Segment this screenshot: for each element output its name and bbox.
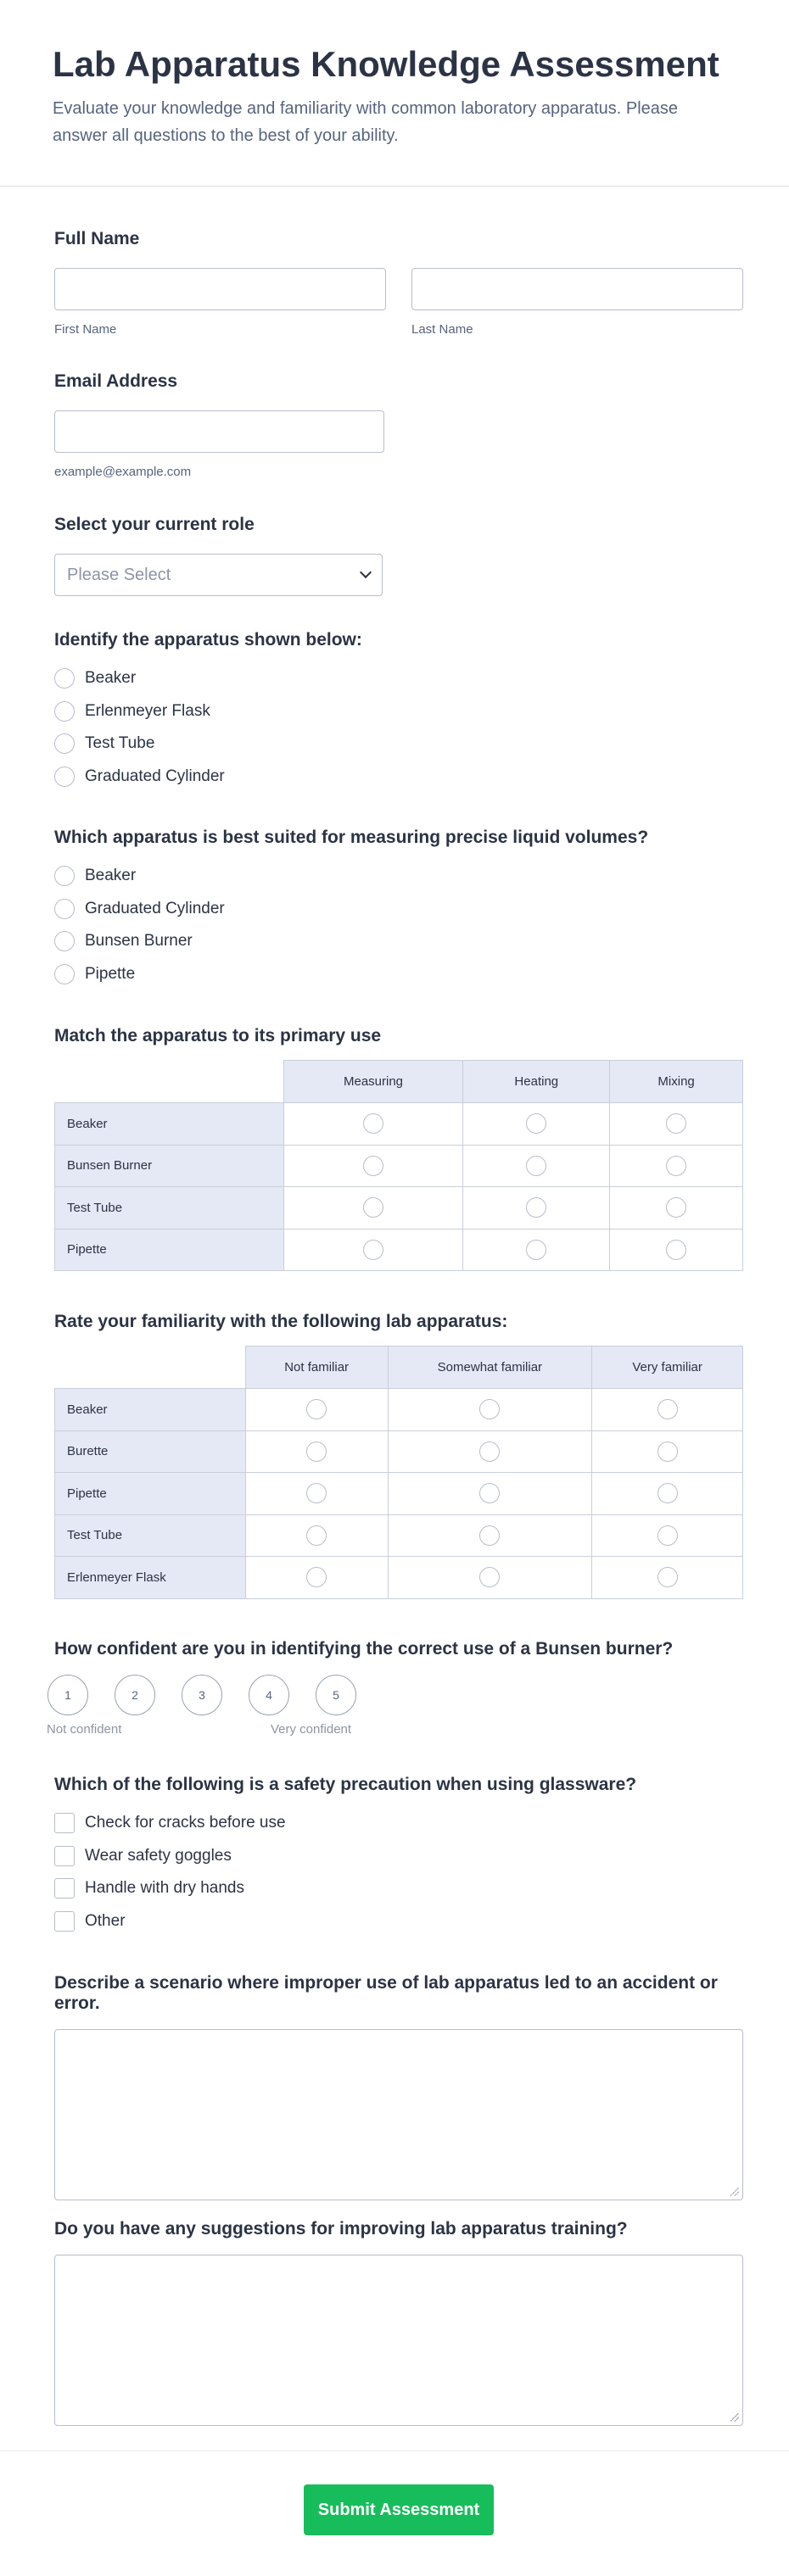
- last-name-sublabel: Last Name: [411, 322, 473, 337]
- checkbox[interactable]: [54, 1878, 75, 1899]
- submit-button[interactable]: Submit Assessment: [304, 2484, 494, 2535]
- matrix-cell: [283, 1187, 463, 1229]
- matrix-radio-button[interactable]: [479, 1567, 500, 1587]
- matrix-cell: [388, 1430, 592, 1473]
- radio-option[interactable]: [54, 958, 743, 991]
- matrix-cell: [245, 1557, 388, 1599]
- confidence-low-label: Not confident: [47, 1722, 122, 1737]
- matrix-cell: [592, 1557, 743, 1599]
- option-label: Graduated Cylinder: [85, 899, 225, 917]
- checkbox-option[interactable]: [54, 1807, 743, 1840]
- matrix-header-row: [55, 1347, 743, 1389]
- matrix-cell: [245, 1430, 388, 1473]
- matrix-radio-button[interactable]: [363, 1156, 383, 1176]
- identify-question: [54, 630, 743, 793]
- role-select[interactable]: [54, 554, 383, 596]
- form-footer: [0, 2451, 789, 2576]
- matrix-row: [55, 1430, 743, 1473]
- checkbox-option[interactable]: [54, 1905, 743, 1938]
- identify-label: Identify the apparatus shown below:: [54, 630, 362, 650]
- matrix-cell: [463, 1187, 610, 1229]
- matrix-cell: [610, 1145, 743, 1187]
- matrix-radio-button[interactable]: [306, 1399, 327, 1419]
- matrix-row: [55, 1557, 743, 1599]
- checkbox[interactable]: [54, 1813, 75, 1833]
- matrix-column-header: Measuring: [283, 1061, 463, 1103]
- matrix-row-label: Pipette: [55, 1229, 284, 1271]
- first-name-input[interactable]: [54, 268, 386, 310]
- email-label: Email Address: [54, 371, 178, 391]
- option-label: Erlenmeyer Flask: [85, 701, 210, 720]
- matrix-row-label: Pipette: [55, 1473, 246, 1515]
- matrix-cell: [283, 1229, 463, 1271]
- radio-button[interactable]: [54, 964, 75, 984]
- option-label: Handle with dry hands: [85, 1879, 244, 1898]
- confidence-scale-labels: [47, 1722, 743, 1742]
- suggestions-label: Do you have any suggestions for improving lab apparatus training?: [54, 2219, 628, 2239]
- matrix-column-header: Mixing: [610, 1061, 743, 1103]
- matrix-radio-button[interactable]: [658, 1483, 678, 1503]
- matrix-radio-button[interactable]: [526, 1197, 546, 1218]
- radio-button[interactable]: [54, 668, 75, 689]
- option-label: Check for cracks before use: [85, 1814, 286, 1832]
- matrix-column-header: Somewhat familiar: [388, 1347, 592, 1389]
- role-field: [54, 515, 743, 596]
- option-label: Beaker: [85, 867, 137, 885]
- confidence-scale: [48, 1675, 743, 1715]
- matrix-radio-button[interactable]: [526, 1156, 546, 1176]
- measure-question: [54, 828, 743, 990]
- radio-option[interactable]: [54, 728, 743, 761]
- form-title: Lab Apparatus Knowledge Assessment: [53, 44, 719, 84]
- email-input[interactable]: [54, 410, 384, 453]
- scale-option[interactable]: 4: [249, 1675, 289, 1715]
- matrix-row-label: Test Tube: [55, 1514, 246, 1557]
- radio-button[interactable]: [54, 866, 75, 886]
- last-name-input[interactable]: [411, 268, 743, 310]
- matrix-row: [55, 1103, 743, 1146]
- matrix-radio-button[interactable]: [666, 1113, 686, 1134]
- radio-button[interactable]: [54, 701, 75, 722]
- matrix-radio-button[interactable]: [306, 1483, 327, 1503]
- matrix-cell: [592, 1389, 743, 1431]
- form-description: Evaluate your knowledge and familiarity with common laboratory apparatus. Please answer all questions to the best of your ability.: [53, 99, 679, 145]
- scenario-label: Describe a scenario where improper use of lab apparatus led to an accident or error.: [54, 1973, 718, 2013]
- matrix-corner: [55, 1061, 284, 1103]
- matrix-radio-button[interactable]: [658, 1525, 678, 1546]
- role-select-placeholder: Please Select: [67, 565, 171, 584]
- confidence-question: [47, 1639, 743, 1742]
- option-label: Wear safety goggles: [85, 1846, 232, 1865]
- safety-question: [54, 1775, 743, 1938]
- form-body: [0, 187, 789, 2451]
- resize-handle-icon[interactable]: [730, 2188, 739, 2196]
- matrix-radio-button[interactable]: [666, 1156, 686, 1176]
- option-label: Test Tube: [85, 734, 155, 753]
- matrix-cell: [463, 1145, 610, 1187]
- matrix-cell: [610, 1229, 743, 1271]
- matrix-cell: [245, 1389, 388, 1431]
- match-matrix: [54, 1060, 743, 1271]
- option-label: Graduated Cylinder: [85, 767, 225, 785]
- email-field: [54, 371, 743, 479]
- matrix-row: [55, 1229, 743, 1271]
- matrix-cell: [592, 1430, 743, 1473]
- matrix-cell: [610, 1187, 743, 1229]
- matrix-cell: [388, 1389, 592, 1431]
- checkbox[interactable]: [54, 1911, 75, 1932]
- matrix-radio-button[interactable]: [526, 1240, 546, 1260]
- matrix-row: [55, 1389, 743, 1431]
- radio-button[interactable]: [54, 931, 75, 951]
- matrix-corner: [55, 1347, 246, 1389]
- matrix-radio-button[interactable]: [306, 1567, 327, 1587]
- matrix-cell: [283, 1145, 463, 1187]
- role-label: Select your current role: [54, 515, 255, 534]
- matrix-radio-button[interactable]: [479, 1525, 500, 1546]
- confidence-label: How confident are you in identifying the correct use of a Bunsen burner?: [54, 1639, 674, 1659]
- scale-option[interactable]: 5: [316, 1675, 356, 1715]
- safety-label: Which of the following is a safety precaution when using glassware?: [54, 1775, 637, 1794]
- suggestions-textarea[interactable]: [54, 2255, 743, 2426]
- matrix-radio-button[interactable]: [666, 1240, 686, 1260]
- matrix-cell: [592, 1514, 743, 1557]
- matrix-radio-button[interactable]: [658, 1567, 678, 1587]
- option-label: Beaker: [85, 669, 137, 688]
- matrix-radio-button[interactable]: [306, 1441, 327, 1462]
- option-label: Pipette: [85, 964, 136, 983]
- matrix-column-header: Heating: [463, 1061, 610, 1103]
- full-name-field: [54, 229, 743, 337]
- radio-button[interactable]: [54, 767, 75, 787]
- chevron-down-icon: [360, 566, 372, 578]
- matrix-row: [55, 1145, 743, 1187]
- safety-options: [54, 1807, 743, 1938]
- first-name-sublabel: First Name: [54, 322, 117, 337]
- matrix-radio-button[interactable]: [666, 1197, 686, 1218]
- radio-option[interactable]: [54, 695, 743, 728]
- matrix-radio-button[interactable]: [658, 1399, 678, 1419]
- matrix-cell: [463, 1103, 610, 1146]
- matrix-radio-button[interactable]: [479, 1483, 500, 1503]
- matrix-radio-button[interactable]: [363, 1240, 383, 1260]
- matrix-column-header: Not familiar: [245, 1347, 388, 1389]
- radio-button[interactable]: [54, 733, 75, 754]
- scenario-textarea[interactable]: [54, 2029, 743, 2200]
- resize-handle-icon[interactable]: [730, 2413, 739, 2422]
- matrix-row-label: Beaker: [55, 1389, 246, 1431]
- form-header: [0, 0, 789, 187]
- matrix-row-label: Test Tube: [55, 1187, 284, 1229]
- familiarity-label: Rate your familiarity with the following lab apparatus:: [54, 1312, 508, 1331]
- option-label: Other: [85, 1911, 126, 1930]
- matrix-column-header: Very familiar: [592, 1347, 743, 1389]
- email-sublabel: example@example.com: [54, 465, 192, 479]
- checkbox[interactable]: [54, 1846, 75, 1866]
- matrix-cell: [283, 1103, 463, 1146]
- matrix-row-label: Burette: [55, 1430, 246, 1473]
- matrix-radio-button[interactable]: [658, 1441, 678, 1462]
- familiarity-question: [54, 1312, 743, 1599]
- radio-option[interactable]: [54, 925, 743, 958]
- matrix-radio-button[interactable]: [526, 1113, 546, 1134]
- matrix-radio-button[interactable]: [363, 1197, 383, 1218]
- measure-label: Which apparatus is best suited for measuring precise liquid volumes?: [54, 828, 649, 847]
- familiarity-matrix: [54, 1346, 743, 1599]
- matrix-radio-button[interactable]: [479, 1399, 500, 1419]
- matrix-row-label: Bunsen Burner: [55, 1145, 284, 1187]
- confidence-high-label: Very confident: [271, 1722, 352, 1737]
- radio-option[interactable]: [54, 893, 743, 926]
- matrix-row-label: Beaker: [55, 1103, 284, 1146]
- matrix-cell: [592, 1473, 743, 1515]
- matrix-cell: [245, 1473, 388, 1515]
- matrix-row-label: Erlenmeyer Flask: [55, 1557, 246, 1599]
- full-name-label: Full Name: [54, 229, 140, 248]
- radio-option[interactable]: [54, 761, 743, 794]
- matrix-header-row: [55, 1061, 743, 1103]
- scale-option[interactable]: 1: [48, 1675, 88, 1715]
- matrix-cell: [463, 1229, 610, 1271]
- scenario-question: [54, 1973, 743, 2200]
- matrix-radio-button[interactable]: [363, 1113, 383, 1134]
- match-label: Match the apparatus to its primary use: [54, 1026, 382, 1045]
- matrix-cell: [388, 1557, 592, 1599]
- matrix-radio-button[interactable]: [306, 1525, 327, 1546]
- matrix-cell: [245, 1514, 388, 1557]
- radio-button[interactable]: [54, 899, 75, 919]
- identify-options: [54, 662, 743, 793]
- matrix-cell: [610, 1103, 743, 1146]
- radio-option[interactable]: [54, 860, 743, 893]
- measure-options: [54, 860, 743, 990]
- matrix-cell: [388, 1514, 592, 1557]
- scale-option[interactable]: 3: [182, 1675, 222, 1715]
- option-label: Bunsen Burner: [85, 932, 193, 951]
- checkbox-option[interactable]: [54, 1840, 743, 1873]
- matrix-cell: [388, 1473, 592, 1515]
- match-question: [54, 1026, 743, 1271]
- matrix-row: [55, 1187, 743, 1229]
- radio-option[interactable]: [54, 662, 743, 695]
- suggestions-question: [54, 2219, 743, 2426]
- matrix-row: [55, 1473, 743, 1515]
- checkbox-option[interactable]: [54, 1872, 743, 1905]
- scale-option[interactable]: 2: [115, 1675, 155, 1715]
- matrix-radio-button[interactable]: [479, 1441, 500, 1462]
- matrix-row: [55, 1514, 743, 1557]
